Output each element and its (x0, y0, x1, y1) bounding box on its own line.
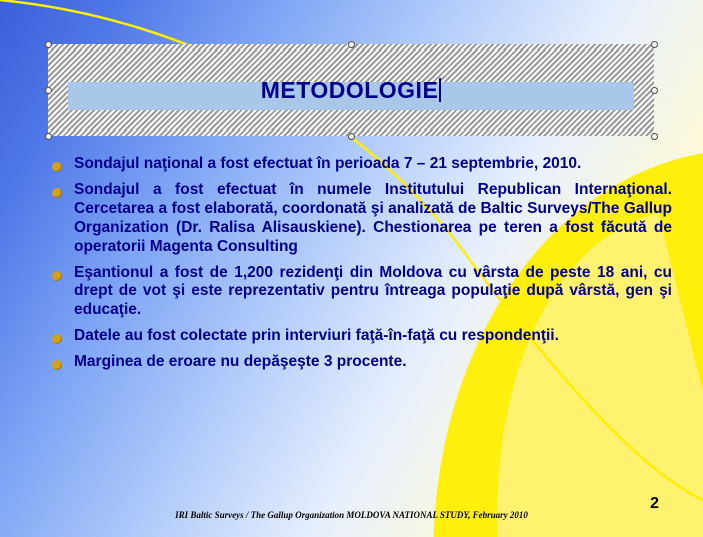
slide-footer: IRI Baltic Surveys / The Gallup Organization MOLDOVA NATIONAL STUDY, February 2010 (175, 510, 528, 520)
bullet-text: Datele au fost colectate prin interviuri faţă-în-faţă cu respondenţii. (74, 327, 559, 345)
bullet-text: Sondajul a fost efectuat în numele Institutului Republican Internaţional. Cercetarea a fost elaborată, coordonată şi analizată de Baltic Surveys/The Gallup Organization (Dr. Ralisa Alisauskiene). Chestionarea pe teren a fost făcută de operatorii Magenta Consulting (74, 180, 672, 255)
resize-handle-bottom-left[interactable] (45, 133, 52, 140)
list-item (52, 264, 672, 321)
list-item (52, 155, 672, 174)
page-number: 2 (650, 495, 659, 512)
bullet-dot-icon (52, 162, 62, 172)
resize-handle-top-center[interactable] (348, 41, 355, 48)
resize-handle-top-right[interactable] (651, 41, 658, 48)
text-caret (439, 78, 441, 102)
list-item (52, 181, 672, 257)
list-item (52, 353, 672, 372)
list-item (52, 327, 672, 346)
title-inner (61, 57, 641, 123)
resize-handle-top-left[interactable] (45, 41, 52, 48)
resize-handle-bottom-right[interactable] (651, 133, 658, 140)
title-placeholder[interactable] (48, 44, 654, 136)
page-title: METODOLOGIE (260, 76, 439, 103)
resize-handle-bottom-center[interactable] (348, 133, 355, 140)
resize-handle-middle-right[interactable] (651, 87, 658, 94)
bullet-text: Marginea de eroare nu depăşeşte 3 procente. (74, 353, 407, 371)
resize-handle-middle-left[interactable] (45, 87, 52, 94)
bullet-text: Sondajul naţional a fost efectuat în perioada 7 – 21 septembrie, 2010. (74, 155, 582, 172)
bullet-dot-icon (52, 271, 62, 281)
bullet-dot-icon (52, 188, 62, 198)
bullet-text: Eşantionul a fost de 1,200 rezidenţi din Moldova cu vârsta de peste 18 ani, cu drept de vot şi este reprezentativ pentru întreaga populaţie după vârstă, gen şi educaţie. (74, 263, 672, 319)
content-placeholder[interactable] (52, 155, 672, 379)
bullet-dot-icon (52, 334, 62, 344)
bullet-dot-icon (52, 360, 62, 370)
